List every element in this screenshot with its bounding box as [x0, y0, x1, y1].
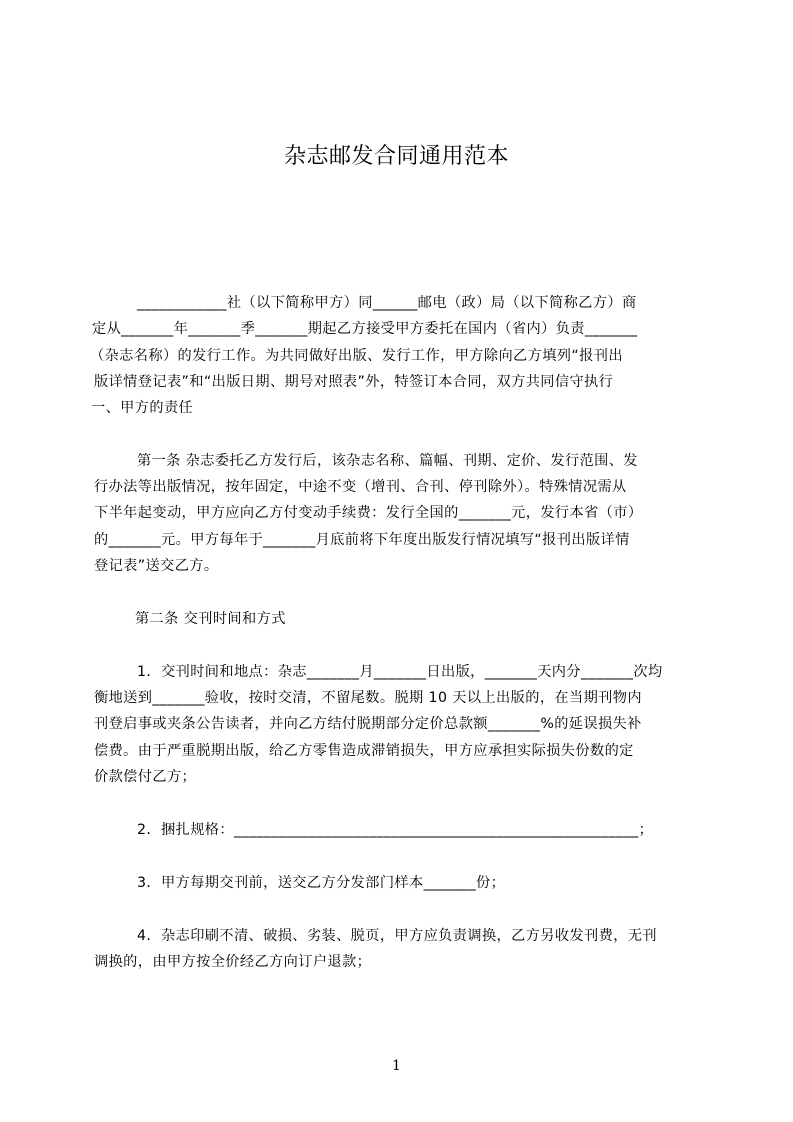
article-2-heading: 第二条 交刊时间和方式 — [135, 611, 286, 627]
article-1-line-5: 登记表”送交乙方。 — [94, 558, 219, 574]
clause-1-line-3: 刊登启事或夹条公告读者，并向乙方结付脱期部分定价总款额_______%的延误损失补 — [94, 716, 642, 732]
clause-3-line-1: 3．甲方每期交刊前，送交乙方分发部门样本_______份； — [137, 875, 506, 891]
paragraph-line-2: 定从_______年_______季_______期起乙方接受甲方委托在国内（省内）负责_______ — [92, 321, 638, 337]
clause-1-line-5: 价款偿付乙方； — [94, 769, 197, 785]
clause-4-line-1: 4．杂志印刷不清、破损、劣装、脱页，甲方应负责调换，乙方另收发刊费，无刊 — [137, 928, 657, 944]
paragraph-line-4: 版详情登记表”和“出版日期、期号对照表”外，特签订本合同，双方共同信守执行 — [94, 374, 614, 390]
paragraph-line-1: ____________社（以下简称甲方）同______邮电（政）局（以下简称乙方）商 — [137, 295, 637, 311]
article-1-line-1: 第一条 杂志委托乙方发行后，该杂志名称、篇幅、刊期、定价、发行范围、发 — [137, 453, 638, 469]
document-title: 杂志邮发合同通用范本 — [283, 144, 509, 169]
article-1-line-4: 的_______元。甲方每年于_______月底前将下年度出版发行情况填写“报刊出版详情 — [94, 532, 630, 548]
clause-1-line-2: 衡地送到_______验收，按时交清，不留尾数。脱期 10 天以上出版的，在当期刊物内 — [94, 690, 642, 706]
clause-2-line-1: 2．捆扎规格：______________________________________________________； — [137, 822, 654, 838]
clause-1-line-4: 偿费。由于严重脱期出版，给乙方零售造成滞销损失，甲方应承担实际损失份数的定 — [94, 743, 634, 759]
article-1-line-3: 下半年起变动，甲方应向乙方付变动手续费：发行全国的_______元，发行本省（市） — [94, 505, 643, 521]
article-1-line-2: 行办法等出版情况，按年固定，中途不变（增刊、合刊、停刊除外）。特殊情况需从 — [94, 479, 627, 495]
paragraph-line-3: （杂志名称）的发行工作。为共同做好出版、发行工作，甲方除向乙方填列“报刊出 — [90, 348, 623, 364]
section-heading-1: 一、甲方的责任 — [91, 400, 194, 416]
page-number: 1 — [392, 1058, 401, 1074]
clause-1-line-1: 1．交刊时间和地点：杂志_______月_______日出版，_______天内分_______次均 — [137, 664, 663, 680]
clause-4-line-2: 调换的，由甲方按全价经乙方向订户退款； — [94, 954, 372, 970]
